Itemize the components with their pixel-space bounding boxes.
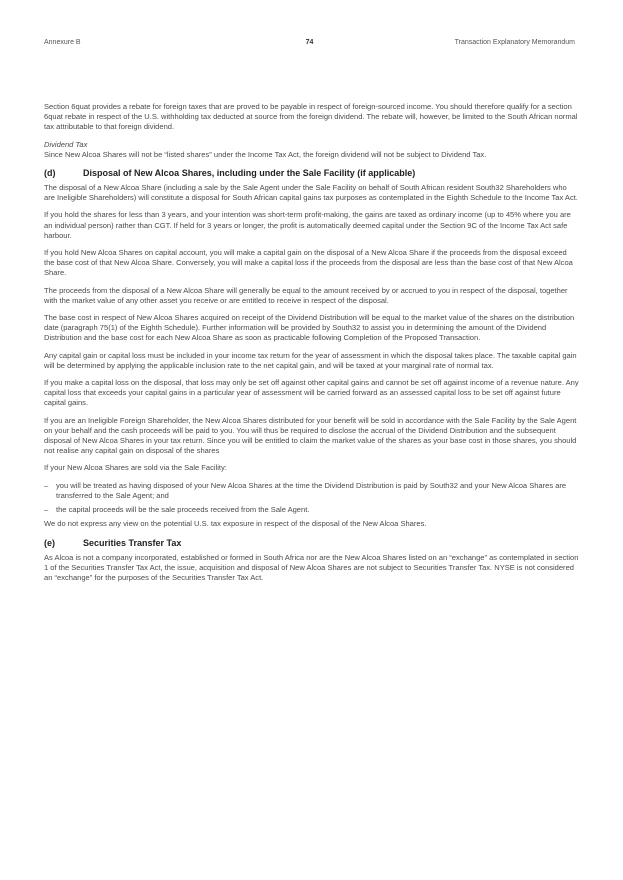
- sale-facility-bullet-list: [44, 481, 579, 516]
- bullet-dash: –: [44, 480, 49, 490]
- section-d-paragraph: If you make a capital loss on the disposal, that loss may only be set off against other capital gains and cannot be set off against income of a revenue nature. Any capital loss that exceeds your capital gains in a particular year of assessment will be carried forward as an assessed capital loss to be set off against future capital gains.: [44, 378, 579, 408]
- list-item: [44, 481, 579, 501]
- section-e-number: (e): [44, 537, 55, 548]
- page-content: [44, 102, 579, 590]
- list-item: [44, 505, 579, 515]
- section-d-paragraph: The proceeds from the disposal of a New Alcoa Share will generally be equal to the amount received by or accrued to you in respect of the disposal, together with the market value of any other asset you receive or are entitled to receive in respect of the disposal.: [44, 285, 568, 305]
- document-title: Transaction Explanatory Memorandum: [454, 39, 575, 46]
- section-d-paragraph: The base cost in respect of New Alcoa Shares acquired on receipt of the Dividend Distribution will be equal to the market value of the shares on the distribution date (paragraph 75(1) of the Eighth Schedule). Further information will be provided by South32 to assist you in determining the amount of the Dividend Distribution and the base cost for each New Alcoa Share as soon as practicable following Completion of the Proposed Transaction.: [44, 313, 575, 343]
- section-d-heading: [44, 167, 579, 179]
- section-e-heading: [44, 537, 579, 549]
- list-item-text: the capital proceeds will be the sale proceeds received from the Sale Agent.: [56, 505, 310, 515]
- list-item-text: you will be treated as having disposed of your New Alcoa Shares at the time the Dividend Distribution is paid by South32 and your New Alcoa Shares are transferred to the Sale Agent; and: [56, 480, 567, 500]
- section-d-number: (d): [44, 168, 56, 179]
- page-number: 74: [305, 39, 314, 46]
- securities-transfer-tax-paragraph: As Alcoa is not a company incorporated, established or formed in South Africa nor are the New Alcoa Shares listed on an “exchange” as contemplated in section 1 of the Securities Transfer Tax Act, the issue, acquisition and disposal of New Alcoa Shares are not subject to Securities Transfer Tax. NYSE is not considered an “exchange” for the purposes of the Securities Transfer Tax Act.: [44, 552, 579, 582]
- section-d-paragraph: Any capital gain or capital loss must be included in your income tax return for the year of assessment in which the disposal takes place. The taxable capital gain will be determined by applying the applicable inclusion rate to the net capital gain, and will be taxed at your marginal rate of normal tax.: [44, 350, 577, 370]
- rebate-paragraph: Section 6quat provides a rebate for foreign taxes that are proved to be payable in respect of foreign-sourced income. You should therefore qualify for a section 6quat rebate in respect of the U.S. withholding tax deducted at source from the foreign dividend. The rebate will, however, be limited to the South African normal tax attributable to that foreign dividend.: [44, 102, 578, 132]
- section-d-title: Disposal of New Alcoa Shares, including under the Sale Facility (if applicable): [83, 168, 416, 179]
- section-d-paragraph: If you hold New Alcoa Shares on capital account, you will make a capital gain on the disposal of a New Alcoa Share if the proceeds from the disposal exceed the base cost of that New Alcoa Share. Conversely, you will make a capital loss if the proceeds from the disposal are less than the base cost of that New Alcoa Share.: [44, 248, 573, 278]
- annexure-label: Annexure B: [44, 39, 81, 46]
- section-d-paragraph: If you are an Ineligible Foreign Shareholder, the New Alcoa Shares distributed for your benefit will be sold in accordance with the Sale Facility by the Sale Agent on your behalf and the cash proceeds will be paid to you. You will thus be required to disclose the accrual of the Dividend Distribution and the subsequent disposal of New Alcoa Shares in your tax return. Since you will be entitled to claim the market value of the shares as your base cost in those shares, you should not realise any capital gain on disposal of the shares: [44, 415, 577, 456]
- dividend-tax-paragraph: Since New Alcoa Shares will not be “listed shares” under the Income Tax Act, the foreign dividend will not be subject to Dividend Tax.: [44, 149, 487, 159]
- section-d-paragraph: If your New Alcoa Shares are sold via the Sale Facility:: [44, 463, 227, 473]
- page-header: [44, 39, 575, 51]
- dividend-tax-subheading: Dividend Tax: [44, 139, 88, 149]
- section-d-paragraph: The disposal of a New Alcoa Share (including a sale by the Sale Agent under the Sale Facility on behalf of South African resident South32 Shareholders who are Ineligible Shareholders) will constitute a disposal for South African capital gains tax purposes as contemplated in the Eighth Schedule to the Income Tax Act.: [44, 183, 578, 203]
- bullet-dash: –: [44, 505, 49, 515]
- us-tax-disclaimer: We do not express any view on the potential U.S. tax exposure in respect of the disposal of the New Alcoa Shares.: [44, 519, 427, 529]
- section-d-paragraph: If you hold the shares for less than 3 years, and your intention was short-term profit-making, the gains are taxed as ordinary income (up to 45% where you are an individual person) rather than CGT. If held for 3 years or longer, the profit is automatically deemed capital under the Section 9C of the Income Tax Act safe harbour.: [44, 210, 571, 240]
- section-e-title: Securities Transfer Tax: [83, 537, 182, 548]
